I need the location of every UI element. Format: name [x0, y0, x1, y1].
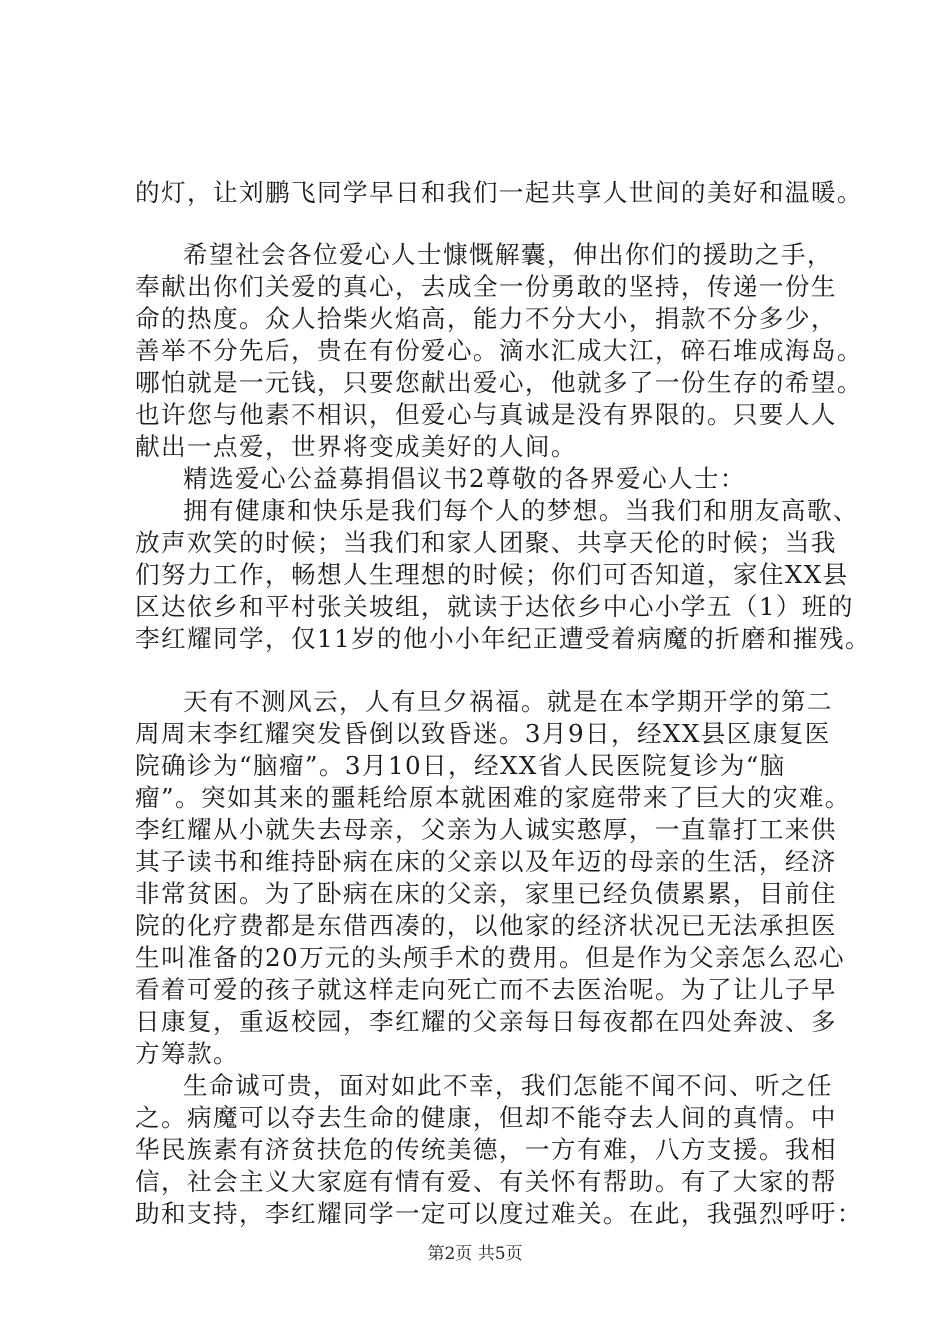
- paragraph-line: 李红耀同学，仅11岁的他小小年纪正遭受着病魔的折磨和摧残。: [135, 624, 871, 653]
- paragraph-line: 院的化疗费都是东借西凑的，以他家的经济状况已无法承担医: [135, 911, 837, 940]
- paragraph-line: 李红耀从小就失去母亲，父亲为人诚实憨厚，一直靠打工来供: [135, 815, 837, 844]
- paragraph-line: 天有不测风云，人有旦夕祸福。就是在本学期开学的第二: [183, 687, 833, 716]
- paragraph-line: 华民族素有济贫扶危的传统美德，一方有难，八方支援。我相: [135, 1135, 837, 1164]
- paragraph-line: 们努力工作，畅想人生理想的时候；你们可否知道，家住XX县: [135, 560, 849, 589]
- paragraph-line: 院确诊为“脑瘤”。3月10日，经XX省人民医院复诊为“脑: [135, 751, 786, 780]
- paragraph-line: 也许您与他素不相识，但爱心与真诚是没有界限的。只要人人: [135, 400, 837, 429]
- paragraph-line: 助和支持，李红耀同学一定可以度过难关。在此，我强烈呼吁：: [135, 1199, 863, 1228]
- paragraph-line: 哪怕就是一元钱，只要您献出爱心，他就多了一份生存的希望。: [135, 368, 863, 397]
- paragraph-line: 的灯，让刘鹏飞同学早日和我们一起共享人世间的美好和温暖。: [135, 178, 863, 207]
- paragraph-line: 信，社会主义大家庭有情有爱、有关怀有帮助。有了大家的帮: [135, 1167, 837, 1196]
- page-number-footer: 第2页 共5页: [427, 1244, 523, 1264]
- paragraph-line: 方筹款。: [135, 1039, 239, 1068]
- paragraph-line: 命的热度。众人拾柴火焰高，能力不分大小，捐款不分多少，: [135, 304, 837, 333]
- paragraph-line: 非常贫困。为了卧病在床的父亲，家里已经负债累累，目前住: [135, 879, 837, 908]
- paragraph-line: 看着可爱的孩子就这样走向死亡而不去医治呢。为了让儿子早: [135, 975, 837, 1004]
- paragraph-line: 其子读书和维持卧病在床的父亲以及年迈的母亲的生活，经济: [135, 847, 837, 876]
- section-heading-line: 精选爱心公益募捐倡议书2尊敬的各界爱心人士：: [183, 464, 746, 493]
- paragraph-line: 日康复，重返校园，李红耀的父亲每日每夜都在四处奔波、多: [135, 1007, 837, 1036]
- paragraph-line: 周周末李红耀突发昏倒以致昏迷。3月9日，经XX县区康复医: [135, 719, 831, 748]
- paragraph-line: 奉献出你们关爱的真心，去成全一份勇敢的坚持，传递一份生: [135, 272, 837, 301]
- paragraph-line: 瘤”。突如其来的噩耗给原本就困难的家庭带来了巨大的灾难。: [135, 783, 851, 812]
- paragraph-line: 拥有健康和快乐是我们每个人的梦想。当我们和朋友高歌、: [183, 496, 859, 525]
- paragraph-line: 善举不分先后，贵在有份爱心。滴水汇成大江，碎石堆成海岛。: [135, 336, 863, 365]
- paragraph-line: 放声欢笑的时候；当我们和家人团聚、共享天伦的时候；当我: [135, 528, 837, 557]
- paragraph-line: 区达依乡和平村张关坡组，就读于达依乡中心小学五（1）班的: [135, 592, 854, 621]
- paragraph-line: 之。病魔可以夺去生命的健康，但却不能夺去人间的真情。中: [135, 1103, 837, 1132]
- paragraph-line: 希望社会各位爱心人士慷慨解囊，伸出你们的援助之手，: [183, 240, 833, 269]
- paragraph-line: 生命诚可贵，面对如此不幸，我们怎能不闻不问、听之任: [183, 1071, 833, 1100]
- paragraph-line: 献出一点爱，世界将变成美好的人间。: [135, 432, 577, 461]
- paragraph-line: 生叫准备的20万元的头颅手术的费用。但是作为父亲怎么忍心: [135, 943, 845, 972]
